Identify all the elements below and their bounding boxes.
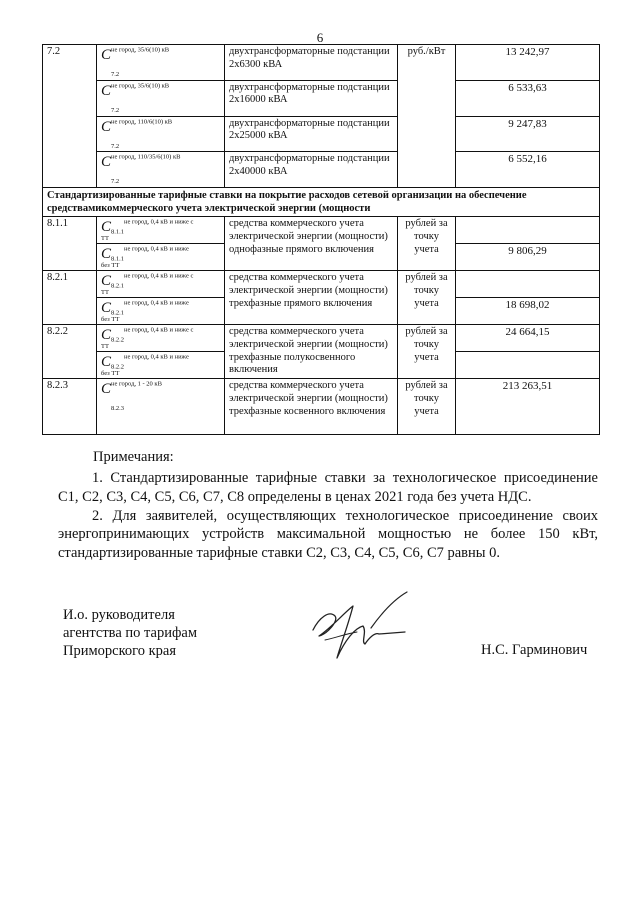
value-cell: 24 664,15: [456, 325, 600, 352]
row-number: 8.2.1: [43, 271, 97, 325]
table-row: [43, 379, 600, 435]
signatory-name: Н.С. Гарминович: [481, 642, 588, 658]
note-item: 2. Для заявителей, осуществляющих технологическое присоединение своих энергопринимающих устройств максимальной мощностью не более 150 кВт, стандартизированные тарифные ставки С2, С3, С4, С5, С6, С7 равны 0.: [58, 507, 598, 562]
row-description: средства коммерческого учета электрической энергии (мощности) однофазные прямого включения: [225, 217, 398, 271]
tariff-symbol: $C_{8.2.1}^{не город, 0,4 кВ и ниже с}$ ТТ: [97, 271, 225, 298]
tariff-symbol: $C_{8.1.1}^{не город, 0,4 кВ и ниже с}$ ТТ: [97, 217, 225, 244]
row-number: 8.2.2: [43, 325, 97, 379]
value-cell: 213 263,51: [456, 379, 600, 435]
position-line: агентства по тарифам: [63, 625, 197, 642]
table-row: [43, 116, 600, 152]
value-cell: [456, 217, 600, 244]
row-description: двухтрансформаторные подстанции 2х16000 кВА: [225, 80, 398, 116]
row-description: двухтрансформаторные подстанции 2х25000 кВА: [225, 116, 398, 152]
value-cell: 6 552,16: [456, 152, 600, 188]
tariff-symbol: $C_{8.2.2}^{не город, 0,4 кВ и ниже}$ без ТТ: [97, 352, 225, 379]
position-line: И.о. руководителя: [63, 607, 175, 623]
value-cell: 18 698,02: [456, 298, 600, 325]
value-cell: 6 533,63: [456, 80, 600, 116]
value-cell: 9 247,83: [456, 116, 600, 152]
row-number: 8.2.3: [43, 379, 97, 435]
tariff-symbol: $C^{не город, 110/6(10) кВ}$ $_{7.2}$: [97, 116, 225, 152]
tariff-symbol: $C^{не город, 1 - 20 кВ}$ $_{8.2.3}$: [97, 379, 225, 435]
page-number: 6: [316, 30, 324, 45]
table-row: [43, 45, 600, 81]
table-row: [43, 271, 600, 298]
unit-cell: рублей за точку учета: [398, 325, 456, 379]
value-cell: 13 242,97: [456, 45, 600, 81]
signatory-position: [63, 606, 197, 660]
tariff-table: [42, 44, 600, 435]
handwritten-signature: [305, 588, 415, 668]
row-number: 7.2: [43, 45, 97, 188]
tariff-symbol: $C^{не город, 110/35/6(10) кВ}$ $_{7.2}$: [97, 152, 225, 188]
tariff-symbol: $C_{8.2.2}^{не город, 0,4 кВ и ниже с}$ ТТ: [97, 325, 225, 352]
row-description: двухтрансформаторные подстанции 2х6300 кВА: [225, 45, 398, 81]
tariff-symbol: $C^{не город, 35/6(10) кВ}$ $_{7.2}$: [97, 45, 225, 81]
unit-cell: руб./кВт: [398, 45, 456, 188]
notes-section: [58, 448, 598, 563]
tariff-symbol: $C_{8.1.1}^{не город, 0,4 кВ и ниже}$ без ТТ: [97, 244, 225, 271]
unit-cell: рублей за точку учета: [398, 271, 456, 325]
tariff-symbol: $C_{8.2.1}^{не город, 0,4 кВ и ниже}$ без ТТ: [97, 298, 225, 325]
row-description: средства коммерческого учета электрической энергии (мощности) трехфазные прямого включения: [225, 271, 398, 325]
notes-title: Примечания:: [93, 449, 174, 465]
position-line: Приморского края: [63, 643, 177, 660]
tariff-symbol: $C^{не город, 35/6(10) кВ}$ $_{7.2}$: [97, 80, 225, 116]
section-row: [43, 188, 600, 217]
section-heading: Стандартизированные тарифные ставки на покрытие расходов сетевой организации на обеспечение средствамикоммерческого учета электрической энергии (мощности: [43, 188, 600, 217]
row-description: средства коммерческого учета электрической энергии (мощности) трехфазные полукосвенного включения: [225, 325, 398, 379]
note-item: 1. Стандартизированные тарифные ставки за технологическое присоединение С1, С2, С3, С4, С5, С6, С7, С8 определены в ценах 2021 года без учета НДС.: [58, 469, 598, 505]
row-number: 8.1.1: [43, 217, 97, 271]
table-row: [43, 217, 600, 244]
row-description: двухтрансформаторные подстанции 2х40000 кВА: [225, 152, 398, 188]
value-cell: 9 806,29: [456, 244, 600, 271]
unit-cell: рублей за точку учета: [398, 217, 456, 271]
table-row: [43, 80, 600, 116]
table-row: [43, 325, 600, 352]
value-cell: [456, 271, 600, 298]
row-description: средства коммерческого учета электрической энергии (мощности) трехфазные косвенного включения: [225, 379, 398, 435]
table-row: [43, 152, 600, 188]
unit-cell: рублей за точку учета: [398, 379, 456, 435]
value-cell: [456, 352, 600, 379]
